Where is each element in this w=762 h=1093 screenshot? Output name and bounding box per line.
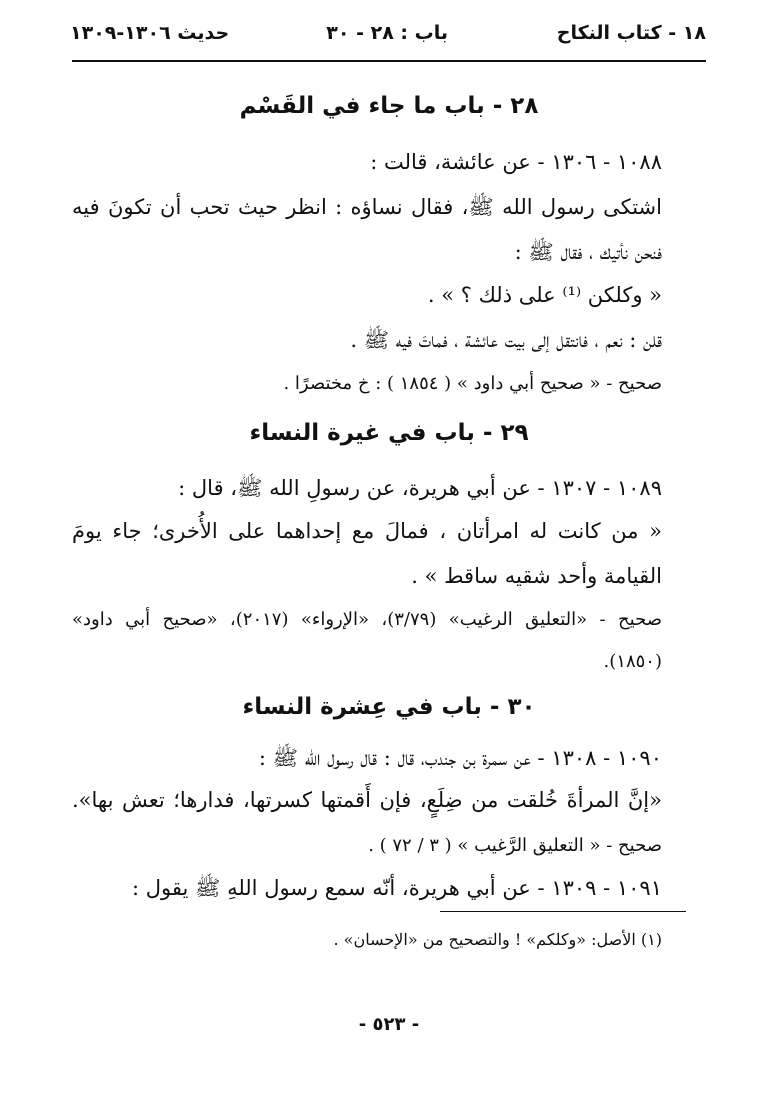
hadith-1089-grade-2: (١٨٥٠). — [603, 651, 662, 672]
hadith-1090-text: «إنَّ المرأةَ خُلقت من ضِلَعٍ، فإن أَقمتها كسرتها، فدارها؛ تعش بها». — [72, 788, 662, 812]
hadith-1088-text-4: قلن : نعم ، فانتقل إلى بيت عائشة ، فماتَ فيه ﷺ . — [350, 328, 662, 352]
hadith-1089-grade-1: صحيح - «التعليق الرغيب» (٣/٧٩)، «الإرواء» (٢٠١٧)، «صحيح أبي داود» — [72, 609, 662, 630]
hadith-1090-intro: ١٠٩٠ - ١٣٠٨ - عن سمرة بن جندب، قال : قال رسول الله ﷺ : — [258, 746, 662, 770]
hadith-1088-intro: ١٠٨٨ - ١٣٠٦ - عن عائشة، قالت : — [370, 150, 662, 174]
section-heading-30: ٣٠ - باب في عِشرة النساء — [242, 694, 536, 720]
hadith-1088-text-1: اشتكى رسول الله ﷺ، فقال نساؤه : انظر حيث تحب أن تكونَ فيه — [72, 195, 662, 219]
page-number: - ٥٢٣ - — [358, 1014, 420, 1035]
header-chapter: ١٨ - كتاب النكاح — [556, 22, 706, 44]
running-header — [70, 22, 706, 52]
section-heading-29: ٢٩ - باب في غيرة النساء — [249, 420, 529, 446]
header-rule — [72, 60, 706, 62]
hadith-1089-text-2: القيامة وأحد شقيه ساقط » . — [411, 564, 662, 588]
hadith-1088-text-2: فنحن نأتيك ، فقال ﷺ : — [514, 240, 662, 264]
hadith-1089-text-1: « من كانت له امرأتان ، فمالَ مع إحداهما على الأُخرى؛ جاء يومَ — [72, 519, 662, 543]
footnote: (١) الأصل: «وكلكم» ! والتصحيح من «الإحسان» . — [333, 930, 662, 949]
hadith-1090-grade: صحيح - « التعليق الرَّغيب » ( ٣ / ٧٢ ) . — [368, 835, 662, 856]
header-hadith-range: حديث ١٣٠٦-١٣٠٩ — [70, 22, 230, 44]
section-heading-28: ٢٨ - باب ما جاء في القَسْم — [239, 93, 539, 119]
hadith-1089-intro: ١٠٨٩ - ١٣٠٧ - عن أبي هريرة، عن رسولِ الله ﷺ، قال : — [178, 476, 662, 500]
header-chapters-range: باب : ٢٨ - ٣٠ — [326, 22, 448, 44]
hadith-1088-grade: صحيح - « صحيح أبي داود » ( ١٨٥٤ ) : خ مختصرًا . — [283, 373, 662, 394]
footnote-rule — [440, 911, 686, 912]
hadith-1088-text-3: « وكلكن ⁽¹⁾ على ذلك ؟ » . — [427, 283, 662, 307]
hadith-1091-intro: ١٠٩١ - ١٣٠٩ - عن أبي هريرة، أنّه سمع رسول اللهِ ﷺ يقول : — [132, 876, 662, 900]
